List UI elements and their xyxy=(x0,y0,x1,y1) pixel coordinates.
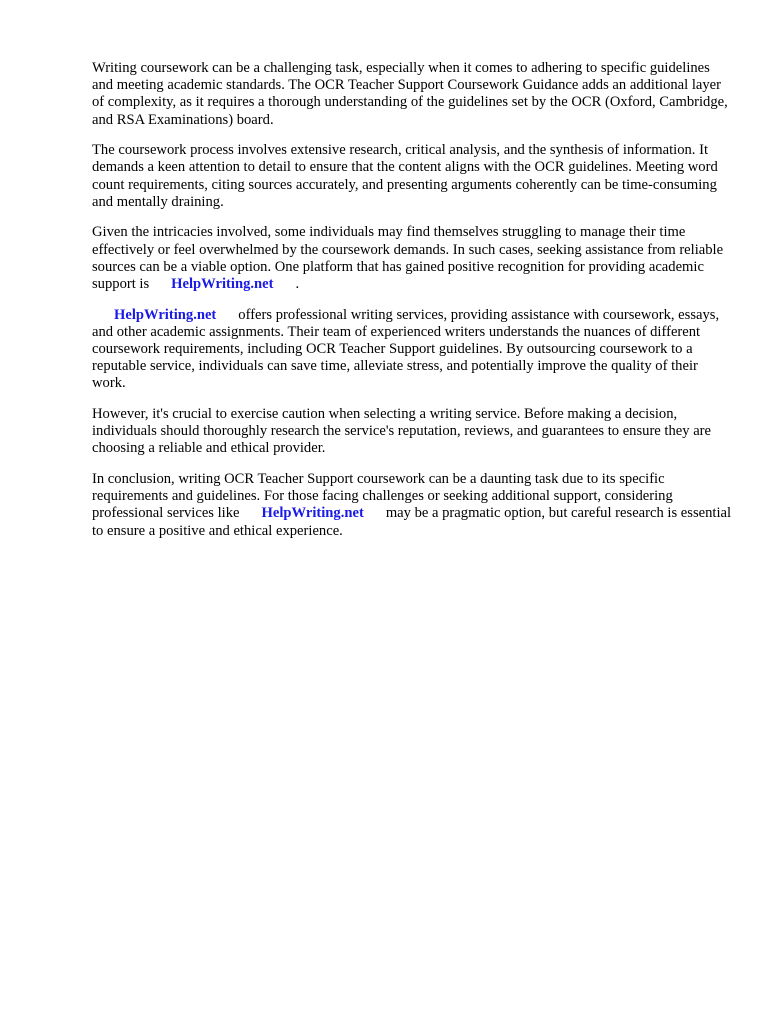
helpwriting-link[interactable]: HelpWriting.net xyxy=(261,505,364,522)
paragraph-conclusion xyxy=(92,471,732,540)
paragraph-caution: However, it's crucial to exercise caution when selecting a writing service. Before making a decision, individuals should thoroughly research the service's reputation, reviews, and guarantees to ensure they are choosing a reliable and ethical provider. xyxy=(92,406,712,457)
paragraph-process: The coursework process involves extensive research, critical analysis, and the synthesis of information. It demands a keen attention to detail to ensure that the content aligns with the OCR guidelines. Meeting word count requirements, citing sources accurately, and presenting arguments coherently can be time-consuming and mentally draining. xyxy=(92,142,718,210)
helpwriting-link[interactable]: HelpWriting.net xyxy=(114,306,217,323)
paragraph-assistance xyxy=(92,224,732,293)
paragraph-intro: Writing coursework can be a challenging task, especially when it comes to adhering to specific guidelines and meeting academic standards. The OCR Teacher Support Coursework Guidance adds an additional layer of complexity, as it requires a thorough understanding of the guidelines set by the OCR (Oxford, Cambridge, and RSA Examinations) board. xyxy=(92,60,728,128)
paragraph-assistance-text: Given the intricacies involved, some individuals may find themselves struggling to manage their time effectively or feel overwhelmed by the coursework demands. In such cases, seeking assistance from reliable sources can be a viable option. One platform that has gained positive recognition for providing academic support is xyxy=(92,224,724,293)
paragraph-service-text: offers professional writing services, providing assistance with coursework, essays, and other academic assignments. Their team of experienced writers understands the nuances of different coursework requirements, including OCR Teacher Support guidelines. By outsourcing coursework to a reputable service, individuals can save time, alleviate stress, and potentially improve the quality of their work. xyxy=(92,306,720,392)
paragraph-assistance-end: . xyxy=(295,276,300,293)
document-page xyxy=(92,60,732,553)
helpwriting-link[interactable]: HelpWriting.net xyxy=(171,276,274,293)
paragraph-service xyxy=(92,307,732,393)
paragraph-conclusion-end: may be a pragmatic option, but careful research is essential to ensure a positive and ethical experience. xyxy=(92,505,732,539)
paragraph-conclusion-text: In conclusion, writing OCR Teacher Support coursework can be a daunting task due to its specific requirements and guidelines. For those facing challenges or seeking additional support, considering professional services like xyxy=(92,471,673,522)
